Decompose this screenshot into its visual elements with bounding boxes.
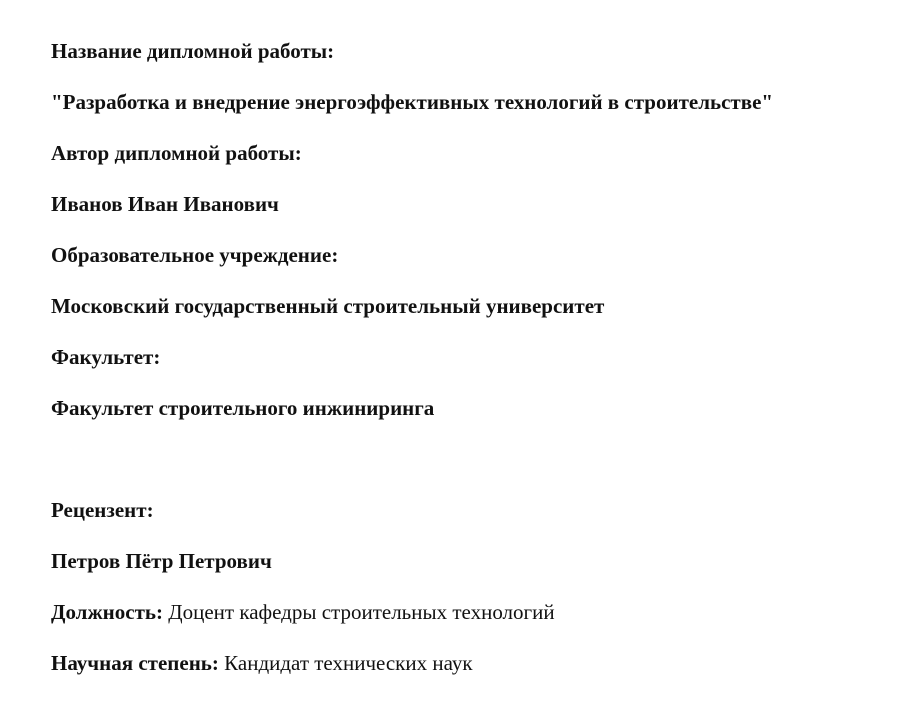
thesis-title-label: Название дипломной работы:	[51, 39, 335, 63]
institution-name: Московский государственный строительный университет	[51, 294, 605, 318]
reviewer-name: Петров Пётр Петрович	[51, 549, 272, 573]
institution-label: Образовательное учреждение:	[51, 243, 339, 267]
reviewer-position	[51, 597, 891, 627]
position-value: Доцент кафедры строительных технологий	[168, 600, 555, 624]
faculty-label: Факультет:	[51, 345, 161, 369]
thesis-title-value: "Разработка и внедрение энергоэффективных технологий в строительстве"	[51, 90, 774, 114]
faculty-name: Факультет строительного инжиниринга	[51, 396, 435, 420]
author-name: Иванов Иван Иванович	[51, 192, 279, 216]
section-spacer	[51, 444, 891, 495]
reviewer-label: Рецензент:	[51, 498, 154, 522]
author-label: Автор дипломной работы:	[51, 141, 302, 165]
document-body	[51, 36, 891, 699]
reviewer-degree	[51, 648, 891, 678]
position-label: Должность:	[51, 600, 164, 624]
degree-value: Кандидат технических наук	[224, 651, 473, 675]
degree-label: Научная степень:	[51, 651, 219, 675]
